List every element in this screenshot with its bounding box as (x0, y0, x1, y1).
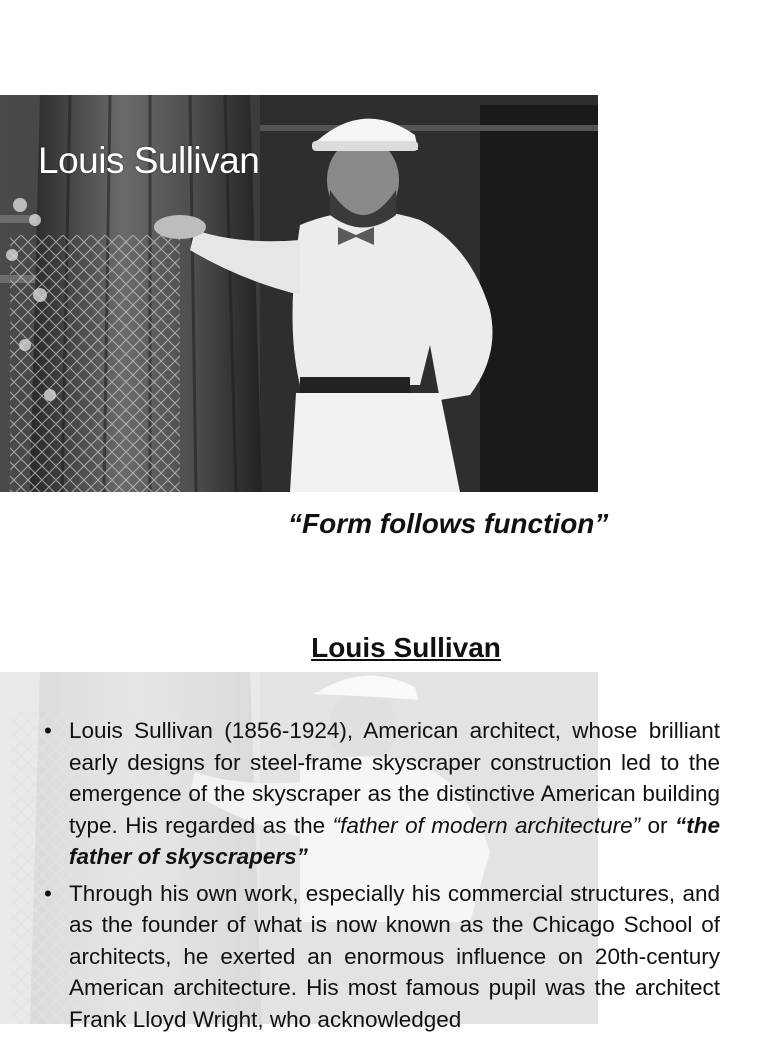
list-item (44, 878, 720, 1036)
bullet-text: or (640, 812, 675, 838)
strong-emphasis-text: “the father of skyscrapers” (69, 812, 720, 869)
bullet-text: Through his own work, especially his commercial structures, and as the founder of what is now known as the Chicago School of architects, he exerted an enormous influence on 20th-century American architecture. His most famous pupil was the architect Frank Lloyd Wright, who acknowledged (69, 880, 720, 1032)
slide-heading: Louis Sullivan (311, 632, 501, 663)
bullet-icon: • (44, 718, 52, 743)
bullet-list (44, 715, 720, 1040)
bullet-icon: • (44, 880, 52, 906)
bullet-text: Louis Sullivan (1856-1924), American architect, whose brilliant early designs for steel-frame skyscraper construction led to the emergence of the skyscraper as the distinctive American building type. His regarded as the (69, 718, 720, 838)
slide-title: Louis Sullivan (38, 140, 260, 181)
quote-text: “Form follows function” (288, 508, 609, 539)
bio-slide (0, 620, 768, 1032)
list-item (44, 715, 720, 873)
emphasis-text: “father of modern architecture” (332, 812, 641, 838)
